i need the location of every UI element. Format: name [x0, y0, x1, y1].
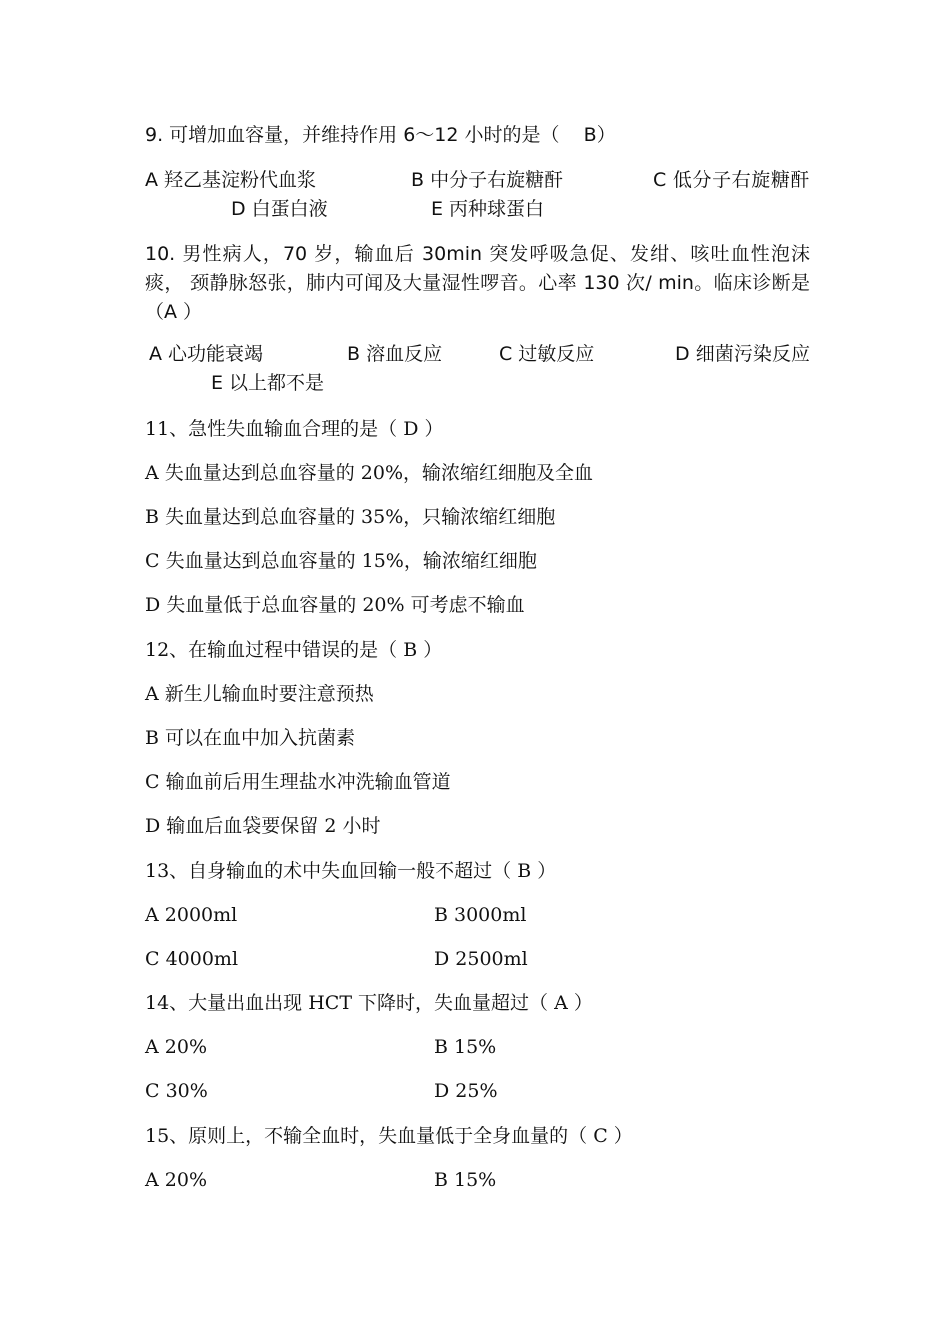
q9-option-e: E 丙种球蛋白	[431, 198, 545, 220]
q10-option-d: D 细菌污染反应	[675, 343, 810, 365]
q12-option-a: A 新生儿输血时要注意预热	[145, 683, 374, 705]
q14-option-a: A 20%	[145, 1036, 207, 1058]
question-11: 11、急性失血输血合理的是（ D ）	[145, 418, 444, 440]
q11-option-d: D 失血量低于总血容量的 20% 可考虑不输血	[145, 594, 525, 616]
q10-option-e: E 以上都不是	[211, 372, 325, 394]
q13-option-c: C 4000ml	[145, 948, 239, 970]
q12-option-c: C 输血前后用生理盐水冲洗输血管道	[145, 771, 451, 793]
q14-option-c: C 30%	[145, 1080, 208, 1102]
q10-option-c: C 过敏反应	[499, 343, 595, 365]
question-9: 9. 可增加血容量，并维持作用 6～12 小时的是（ B）	[145, 124, 616, 146]
q14-option-b: B 15%	[434, 1036, 497, 1058]
q13-option-a: A 2000ml	[145, 904, 238, 926]
question-9-options	[145, 166, 810, 224]
q9-option-c: C 低分子右旋糖酐	[653, 169, 810, 191]
q13-option-b: B 3000ml	[434, 904, 527, 926]
q14-option-d: D 25%	[434, 1080, 498, 1102]
q9-option-d: D 白蛋白液	[231, 198, 328, 220]
q11-option-c: C 失血量达到总血容量的 15%，输浓缩红细胞	[145, 550, 537, 572]
question-13: 13、自身输血的术中失血回输一般不超过（ B ）	[145, 860, 557, 882]
question-12: 12、在输血过程中错误的是（ B ）	[145, 639, 443, 661]
question-10-options	[145, 340, 810, 398]
question-15: 15、原则上，不输全血时，失血量低于全身血量的（ C ）	[145, 1125, 633, 1147]
q11-option-b: B 失血量达到总血容量的 35%，只输浓缩红细胞	[145, 506, 556, 528]
q9-option-a: A 羟乙基淀粉代血浆	[145, 169, 317, 191]
q13-option-d: D 2500ml	[434, 948, 528, 970]
q15-option-a: A 20%	[145, 1169, 207, 1191]
q12-option-d: D 输血后血袋要保留 2 小时	[145, 815, 381, 837]
q10-option-b: B 溶血反应	[347, 343, 443, 365]
q9-option-b: B 中分子右旋糖酐	[411, 169, 564, 191]
question-14: 14、大量出血出现 HCT 下降时，失血量超过（ A ）	[145, 992, 593, 1014]
question-10: 10. 男性病人，70 岁，输血后 30min 突发呼吸急促、发绀、咳吐血性泡沫痰， 颈静脉怒张，肺内可闻及大量湿性啰音。心率 130 次/ min。临床诊断是（A ）	[145, 243, 810, 323]
q12-option-b: B 可以在血中加入抗菌素	[145, 727, 356, 749]
q15-option-b: B 15%	[434, 1169, 497, 1191]
q10-option-a: A 心功能衰竭	[149, 343, 264, 365]
q11-option-a: A 失血量达到总血容量的 20%，输浓缩红细胞及全血	[145, 462, 594, 484]
